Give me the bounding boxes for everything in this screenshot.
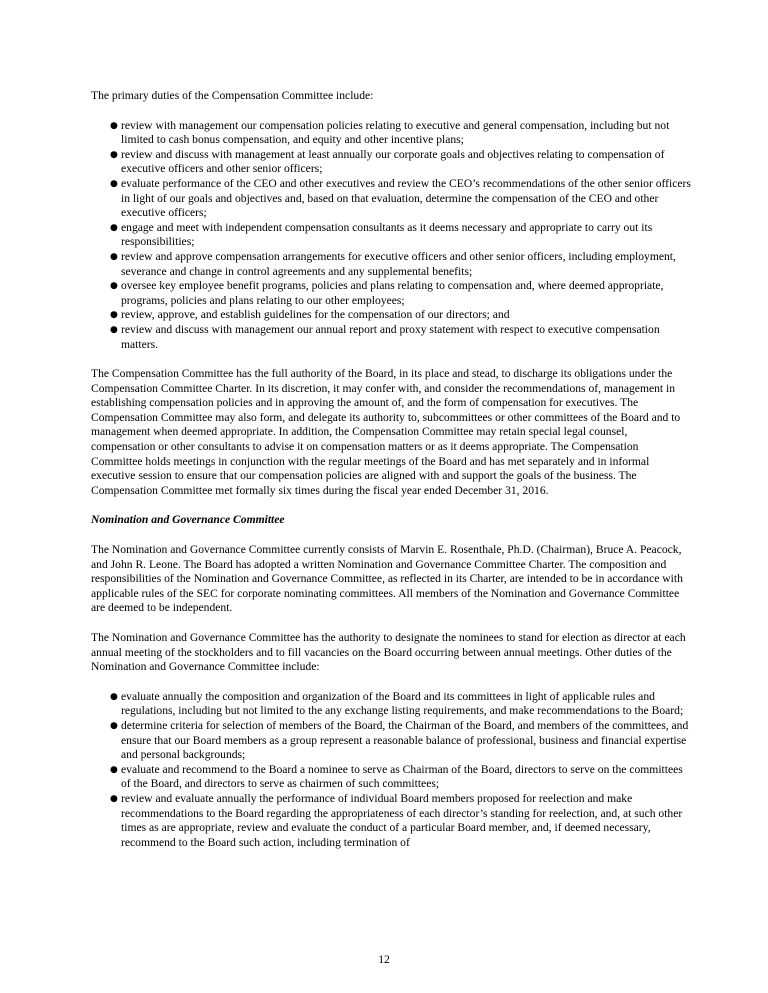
- bullet-icon: ●: [110, 222, 118, 233]
- bullet-icon: ●: [110, 281, 118, 292]
- bullet-icon: ●: [110, 793, 118, 804]
- list-item: [110, 689, 691, 719]
- document-page: [91, 89, 691, 865]
- bullet-icon: ●: [110, 324, 118, 335]
- bullet-icon: ●: [110, 691, 118, 702]
- list-item: [110, 718, 691, 763]
- bullet-icon: ●: [110, 251, 118, 262]
- list-item-text: review with management our compensation policies relating to executive and general compensation, including but not limited to cash bonus compensation, and equity and other incentive plans;: [121, 118, 670, 147]
- list-item-text: engage and meet with independent compensation consultants as it deems necessary and appropriate to carry out its responsibilities;: [121, 220, 653, 249]
- comp-duties-list: [91, 119, 691, 353]
- page-number: 12: [378, 953, 390, 966]
- list-item: [110, 220, 691, 250]
- comp-duties-intro: The primary duties of the Compensation Committee include:: [91, 89, 374, 102]
- nomination-governance-heading: Nomination and Governance Committee: [91, 513, 285, 527]
- bullet-icon: ●: [110, 720, 118, 731]
- list-item-text: oversee key employee benefit programs, policies and plans relating to compensation and, where deemed appropriate, programs, policies and plans relating to our other employees;: [121, 279, 664, 307]
- list-item-text: review and discuss with management our annual report and proxy statement with respect to executive compensation matters.: [121, 322, 660, 351]
- bullet-icon: ●: [110, 764, 118, 775]
- nom-authority-paragraph: The Nomination and Governance Committee has the authority to designate the nominees to stand for election as director at each annual meeting of the stockholders and to fill vacancies on the Board occurring between annual meetings. Other duties of the Nomination and Governance Committee include:: [91, 631, 686, 674]
- list-item: [110, 176, 691, 221]
- list-item: [110, 308, 691, 323]
- list-item: [110, 791, 691, 850]
- list-item: [110, 147, 691, 177]
- nom-members-paragraph: The Nomination and Governance Committee currently consists of Marvin E. Rosenthale, Ph.D. (Chairman), Bruce A. Peacock, and John R. Leone. The Board has adopted a written Nomination and Governance Committee Charter. The composition and responsibilities of the Nomination and Governance Committee, as reflected in its Charter, are intended to be in accordance with applicable rules of the SEC for corporate nominating committees. All members of the Nomination and Governance Committee are deemed to be independent.: [91, 543, 683, 615]
- list-item: [110, 322, 691, 352]
- list-item-text: review, approve, and establish guidelines for the compensation of our directors; and: [121, 308, 510, 322]
- list-item: [110, 762, 691, 792]
- list-item-text: determine criteria for selection of members of the Board, the Chairman of the Board, and members of the committees, and ensure that our Board members as a group represent a reasonable balance of professional, business and financial expertise and personal backgrounds;: [121, 718, 689, 762]
- comp-authority-paragraph: The Compensation Committee has the full authority of the Board, in its place and stead, to discharge its obligations under the Compensation Committee Charter. In its discretion, it may confer with, and consider the recommendations of, management in establishing compensation policies and in approving the amount of, and the form of compensation for executives. The Compensation Committee may also form, and delegate its authority to, subcommittees or other committees of the Board and to management when deemed appropriate. In addition, the Compensation Committee may retain special legal counsel, compensation or other consultants to advise it on compensation matters or as it deems appropriate. The Compensation Committee holds meetings in conjunction with the regular meetings of the Board and has met separately and in informal executive session to ensure that our compensation policies are aligned with and support the goals of the business. The Compensation Committee met formally six times during the fiscal year ended December 31, 2016.: [91, 367, 681, 497]
- list-item-text: review and approve compensation arrangements for executive officers and other senior officers, including employment, severance and change in control agreements and any supplemental benefits;: [121, 249, 676, 278]
- list-item-text: review and discuss with management at least annually our corporate goals and objectives relating to compensation of executive officers and other senior officers;: [121, 147, 665, 176]
- list-item: [110, 279, 691, 308]
- bullet-icon: ●: [110, 178, 118, 189]
- list-item-text: review and evaluate annually the performance of individual Board members proposed for reelection and make recommendations to the Board regarding the appropriateness of each director’s standing for reelection, and, at such other times as are appropriate, review and evaluate the conduct of a particular Board member, and, if deemed necessary, recommend to the Board such action, including termination of: [121, 791, 683, 849]
- bullet-icon: ●: [110, 120, 118, 131]
- list-item-text: evaluate and recommend to the Board a nominee to serve as Chairman of the Board, directors to serve on the committees of the Board, and directors to serve as chairmen of such committees;: [121, 762, 683, 791]
- bullet-icon: ●: [110, 149, 118, 160]
- nom-duties-list: [91, 690, 691, 851]
- list-item: [110, 118, 691, 148]
- list-item-text: evaluate annually the composition and organization of the Board and its committees in light of applicable rules and regulations, including but not limited to the any exchange listing requirements, and make recommendations to the Board;: [121, 689, 684, 718]
- list-item: [110, 249, 691, 279]
- list-item-text: evaluate performance of the CEO and other executives and review the CEO’s recommendations of the other senior officers in light of our goals and objectives and, based on that evaluation, determine the compensation of the CEO and other executive officers;: [121, 176, 691, 220]
- bullet-icon: ●: [110, 310, 118, 321]
